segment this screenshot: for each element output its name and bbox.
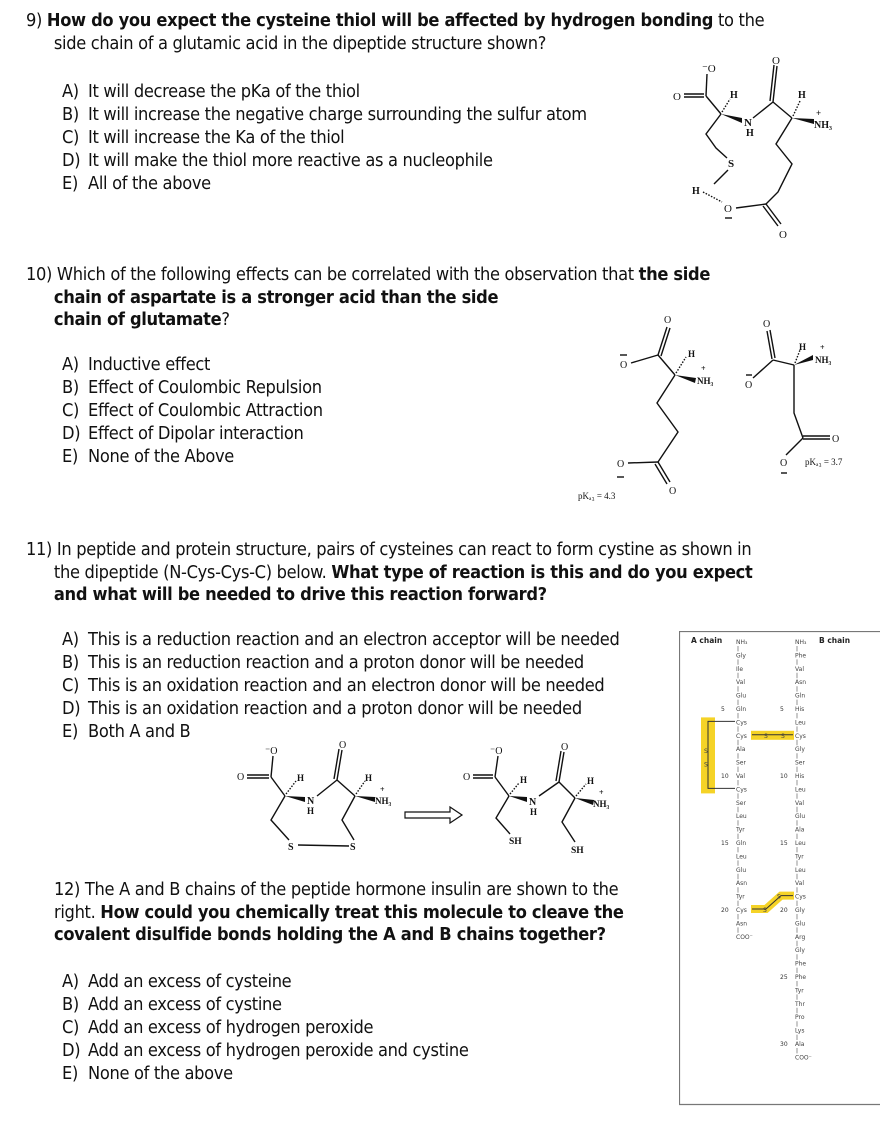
question-number: 12) [54, 880, 81, 900]
residue-label: Phe [795, 974, 807, 981]
nh3-label: NH₃ [593, 799, 610, 809]
carboxylate-o-label: ⁻O [490, 746, 503, 757]
residue-label: Glu [736, 692, 747, 700]
residue-number: 15 [780, 840, 788, 847]
question-text: the dipeptide (N-Cys-Cys-C) below. [53, 562, 332, 583]
residue-label: Gly [795, 947, 805, 955]
n-label: N [529, 797, 537, 808]
question-9-options [62, 81, 587, 196]
option-text: It will decrease the pKa of the thiol [88, 82, 360, 102]
question-bold-text: How could you chemically treat this molecule to cleave the [100, 902, 624, 923]
s-label: S [288, 842, 294, 853]
residue-label: Leu [795, 719, 806, 727]
s-label: S [728, 158, 735, 170]
residue-label: Leu [736, 853, 747, 861]
residue-label: Gln [736, 706, 747, 713]
o-label: O [745, 380, 753, 391]
reaction-arrow-icon [405, 807, 462, 823]
option-a[interactable] [62, 971, 469, 994]
bond [786, 438, 803, 455]
nh-h-label: H [746, 128, 754, 139]
wedge-bond [285, 796, 305, 802]
bond [495, 777, 509, 796]
option-letter: E) [62, 1064, 78, 1084]
o-label: O [620, 360, 628, 371]
option-letter: A) [62, 82, 79, 102]
question-bold-text: covalent disulfide bonds holding the A and B chains together? [54, 925, 606, 945]
bond [271, 777, 285, 796]
bond [773, 102, 792, 118]
residue-number: 20 [721, 907, 729, 914]
option-text: This is an oxidation reaction and an electron donor will be needed [88, 676, 605, 696]
o-label: O [780, 458, 788, 469]
bond [337, 780, 355, 796]
option-letter: A) [62, 630, 79, 650]
question-bold-text: chain of aspartate is a stronger acid than the side [53, 287, 499, 308]
a-chain [721, 639, 753, 941]
question-bold-text: What type of reaction is this and do you expect [331, 562, 753, 583]
residue-label: Val [795, 880, 804, 888]
nh3-label: NH₃ [375, 796, 392, 806]
aspartate-pka-label: pKₐ₃ = 3.7 [805, 457, 843, 467]
s-label: S [350, 842, 356, 853]
residue-label: Asn [736, 920, 748, 928]
bond [539, 782, 559, 796]
n-label: N [744, 117, 752, 129]
question-bold-text: chain of glutamate [53, 310, 222, 330]
option-b[interactable] [62, 994, 469, 1017]
hydrogen-bond [703, 192, 722, 202]
option-c[interactable] [62, 675, 619, 698]
plus-label: + [816, 108, 822, 118]
residue-label: Val [795, 799, 804, 807]
option-letter: B) [62, 653, 79, 673]
residue-label: Ser [736, 799, 746, 807]
glutamate-aspartate-structures [560, 305, 880, 505]
option-b[interactable] [62, 104, 587, 127]
option-letter: A) [62, 972, 79, 992]
hashed-bond [286, 781, 296, 794]
residue-label: Leu [795, 786, 806, 794]
plus-label: + [380, 785, 385, 794]
bond [631, 355, 658, 363]
sh-label: SH [571, 846, 584, 856]
question-end: ? [221, 310, 230, 330]
hashed-bond [510, 783, 519, 794]
bond [766, 118, 792, 204]
disulfide-highlights [701, 717, 794, 914]
question-12-options [62, 971, 469, 1086]
plus-label: + [599, 788, 604, 797]
option-text: None of the Above [88, 447, 234, 467]
residue-label: Leu [736, 813, 747, 821]
option-text: Inductive effect [88, 355, 211, 375]
option-a[interactable] [62, 81, 587, 104]
option-b[interactable] [62, 652, 619, 675]
a-chain-label: A chain [691, 636, 723, 645]
o-label: O [724, 203, 732, 215]
h-label: H [730, 90, 738, 101]
option-letter: D) [62, 1041, 81, 1061]
residue-label: Thr [795, 1000, 805, 1008]
option-b[interactable] [62, 377, 323, 400]
option-letter: B) [62, 378, 79, 398]
disulfide-bond [298, 845, 349, 846]
s-atom-label: S [777, 893, 781, 901]
option-e[interactable] [62, 173, 587, 196]
bond [794, 365, 803, 438]
o-label: O [561, 742, 569, 753]
question-bold-text: the side [638, 265, 711, 285]
residue-label: Pro [795, 1014, 805, 1022]
bond [271, 756, 273, 777]
option-text: Effect of Dipolar interaction [88, 424, 304, 444]
option-text: This is an reduction reaction and a proton donor will be needed [88, 653, 584, 673]
residue-label: Val [736, 773, 745, 780]
option-text: It will increase the negative charge surrounding the sulfur atom [88, 105, 587, 125]
bond [706, 114, 727, 158]
residue-label: Arg [795, 933, 806, 941]
option-text: Both A and B [88, 722, 191, 742]
o-label: O [463, 772, 471, 783]
question-9 [26, 10, 826, 55]
residue-label: Val [736, 679, 745, 687]
residue-label: Val [795, 665, 804, 673]
question-text: The A and B chains of the peptide hormone insulin are shown to the [84, 880, 619, 900]
carbonyl-o-label: O [673, 91, 681, 103]
option-d[interactable] [62, 698, 619, 721]
residue-label: NH₃ [795, 639, 807, 646]
residue-number: 10 [721, 773, 729, 780]
residue-number: 10 [780, 773, 788, 780]
residue-number: 20 [780, 907, 788, 914]
option-e[interactable] [62, 1063, 469, 1086]
residue-label: Gly [795, 746, 805, 754]
residue-number: 30 [780, 1041, 788, 1048]
residue-label: Ser [736, 759, 746, 767]
carboxylate-o-label: ⁻O [702, 63, 716, 75]
residue-label: Cys [795, 893, 806, 901]
residue-label: Cys [795, 732, 806, 740]
residue-label: Ala [795, 826, 805, 834]
option-c[interactable] [62, 127, 587, 150]
option-letter: C) [62, 401, 80, 421]
bond [271, 796, 289, 840]
b-chain-label: B chain [819, 636, 851, 645]
option-letter: E) [62, 174, 78, 194]
option-text: All of the above [88, 174, 211, 194]
option-c[interactable] [62, 1017, 469, 1040]
residue-label: Asn [795, 679, 807, 687]
option-text: It will increase the Ka of the thiol [88, 128, 345, 148]
residue-label: Phe [795, 652, 807, 660]
nh3-label: NH₃ [697, 376, 714, 386]
s-atom-label: S [704, 748, 708, 756]
residue-number: 25 [780, 974, 788, 981]
option-a[interactable] [62, 354, 323, 377]
bond [706, 96, 721, 114]
hashed-bond [676, 357, 686, 373]
residue-label: Gln [795, 692, 806, 700]
residue-label: COO⁻ [736, 933, 753, 941]
o-label: O [772, 55, 780, 67]
option-letter: D) [62, 699, 81, 719]
question-bold-text: How do you expect the cysteine thiol will be affected by hydrogen bonding [46, 11, 714, 31]
question-11 [26, 539, 826, 607]
residue-label: Ile [736, 665, 744, 673]
option-letter: B) [62, 105, 79, 125]
option-d[interactable] [62, 1040, 469, 1063]
o-label: O [339, 740, 347, 751]
bond [495, 756, 498, 777]
h-label: H [688, 349, 696, 359]
option-text: Add an excess of hydrogen peroxide and cystine [88, 1041, 469, 1061]
bond [559, 782, 575, 798]
cystine-reaction-scheme [225, 738, 635, 863]
residue-number: 15 [721, 840, 729, 847]
o-label: O [669, 486, 677, 497]
question-text: Which of the following effects can be correlated with the observation that [56, 265, 639, 285]
question-10-options [62, 354, 323, 469]
question-12 [54, 879, 649, 947]
h-label: H [520, 775, 528, 785]
residue-label: COO⁻ [795, 1054, 812, 1062]
sh-label: SH [509, 837, 522, 847]
residue-label: Phe [795, 960, 807, 968]
residue-label: Cys [736, 719, 747, 727]
option-text: Add an excess of hydrogen peroxide [88, 1018, 374, 1038]
option-letter: C) [62, 676, 80, 696]
bond [736, 204, 766, 208]
residue-label: Cys [736, 907, 747, 914]
nh3-label: NH₃ [815, 355, 832, 365]
h-label: H [307, 806, 315, 816]
bond [706, 74, 707, 96]
option-text: It will make the thiol more reactive as a nucleophile [88, 151, 493, 171]
h-label: H [692, 186, 700, 197]
o-label: O [832, 434, 840, 445]
residue-label: Glu [736, 866, 747, 874]
hashed-bond [722, 99, 730, 112]
residue-label: Gln [736, 840, 747, 847]
option-text: This is a reduction reaction and an electron acceptor will be needed [88, 630, 620, 650]
residue-label: Glu [795, 813, 806, 821]
h-label: H [587, 776, 595, 786]
hashed-bond [356, 781, 365, 794]
cys-glu-dipeptide-structure [650, 52, 850, 248]
question-text: In peptide and protein structure, pairs of cysteines can react to form cystine as shown in [56, 540, 752, 560]
question-bold-text: and what will be needed to drive this reaction forward? [53, 585, 547, 605]
bond [753, 102, 773, 118]
question-number: 10) [26, 265, 53, 285]
plus-label: + [820, 343, 825, 352]
residue-label: Gly [795, 907, 805, 914]
bond [628, 462, 658, 463]
bond [657, 375, 678, 462]
h-label: H [799, 342, 807, 352]
o-label: O [664, 315, 672, 326]
glutamate-pka-label: pKₐ₃ = 4.3 [578, 491, 616, 501]
h-label: H [365, 773, 373, 783]
question-text: right. [54, 902, 101, 923]
o-label: O [617, 459, 625, 470]
nh3-label: NH₃ [814, 120, 832, 131]
residue-label: Ala [795, 1041, 805, 1048]
option-letter: E) [62, 447, 78, 467]
insulin-chains-figure [679, 631, 880, 1106]
question-text: to the [713, 11, 765, 31]
residue-label: Ser [795, 759, 805, 767]
o-label: O [779, 229, 787, 241]
question-11-options [62, 629, 619, 744]
o-label: O [237, 772, 245, 783]
residue-label: Lys [795, 1027, 805, 1035]
residue-label: Cys [736, 786, 747, 794]
residue-label: His [795, 706, 805, 713]
question-text-line2: side chain of a glutamic acid in the dipeptide structure shown? [53, 33, 547, 54]
carboxylate-o-label: ⁻O [265, 746, 278, 757]
option-text: Add an excess of cystine [88, 995, 282, 1015]
hashed-bond [576, 784, 586, 796]
n-label: N [307, 796, 315, 807]
residue-label: Cys [736, 732, 747, 740]
residue-label: Gly [736, 652, 746, 660]
option-letter: A) [62, 355, 79, 375]
option-text: This is an oxidation reaction and a proton donor will be needed [88, 699, 582, 719]
residue-label: Asn [736, 880, 748, 888]
bond [714, 170, 728, 184]
question-number: 9) [26, 11, 43, 31]
bond [753, 360, 773, 378]
option-e[interactable] [62, 446, 323, 469]
residue-label: Tyr [795, 853, 804, 861]
bond [342, 796, 355, 840]
wedge-bond [575, 798, 594, 805]
residue-label: Ala [736, 746, 746, 754]
option-letter: D) [62, 151, 81, 171]
wedge-bond [721, 114, 742, 123]
option-letter: E) [62, 722, 78, 742]
h-label: H [297, 773, 305, 783]
residue-label: Tyr [736, 893, 745, 901]
residue-label: Tyr [736, 826, 745, 834]
option-text: None of the above [88, 1064, 233, 1084]
bond [562, 798, 575, 842]
option-c[interactable] [62, 400, 323, 423]
h-label: H [798, 90, 806, 101]
s-atom-label: S [763, 907, 767, 914]
s-atom-label: S [704, 761, 708, 769]
wedge-bond [509, 796, 527, 802]
hashed-bond [793, 101, 800, 116]
wedge-bond [792, 118, 814, 124]
residue-label: NH₃ [736, 639, 748, 646]
s-atom-label: S [764, 732, 768, 740]
option-letter: D) [62, 424, 81, 444]
option-a[interactable] [62, 629, 619, 652]
bond [496, 796, 510, 834]
h-label: H [530, 807, 538, 817]
option-letter: C) [62, 128, 80, 148]
bond [773, 360, 794, 365]
wedge-bond [675, 375, 696, 383]
residue-number: 5 [780, 706, 784, 713]
option-d[interactable] [62, 150, 587, 173]
wedge-bond [355, 796, 375, 802]
plus-label: + [701, 364, 706, 373]
option-text: Effect of Coulombic Repulsion [88, 378, 322, 398]
residue-label: Tyr [795, 987, 804, 995]
residue-label: Leu [795, 866, 806, 874]
question-number: 11) [26, 540, 53, 560]
residue-label: Glu [795, 920, 806, 928]
o-label: O [763, 319, 771, 330]
option-d[interactable] [62, 423, 323, 446]
residue-label: Leu [795, 840, 806, 847]
s-atom-label: S [781, 732, 785, 740]
bond [317, 780, 337, 796]
residue-number: 5 [721, 706, 725, 713]
b-chain [780, 639, 812, 1061]
option-text: Add an excess of cysteine [88, 972, 292, 992]
option-letter: B) [62, 995, 79, 1015]
residue-label: His [795, 773, 805, 780]
option-text: Effect of Coulombic Attraction [88, 401, 323, 421]
option-letter: C) [62, 1018, 80, 1038]
bond [658, 355, 675, 375]
